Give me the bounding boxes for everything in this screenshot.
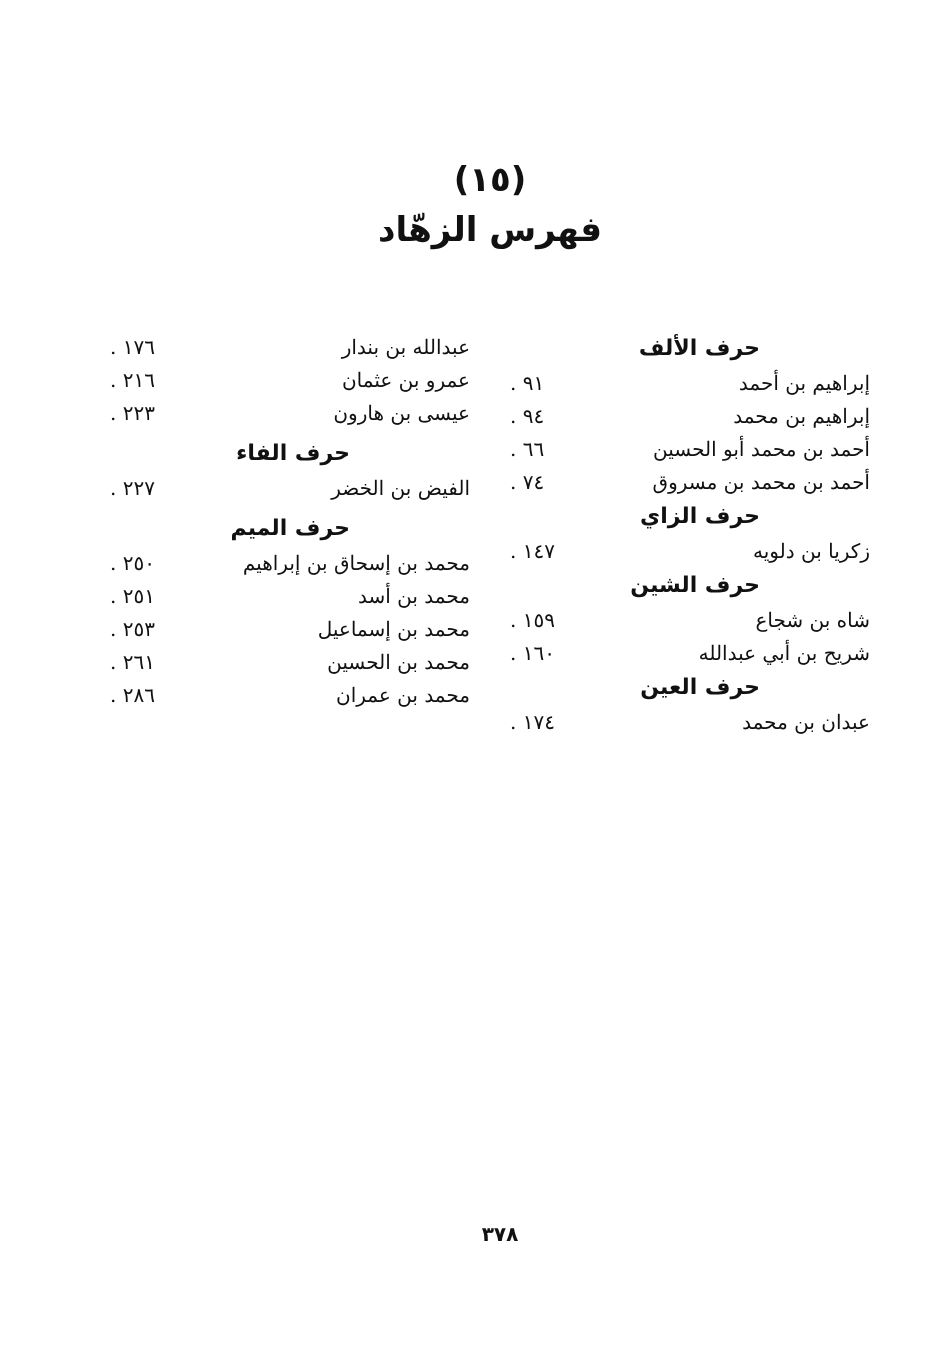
entry-name: محمد بن إسماعيل [317, 616, 470, 641]
entry-page: ١٧٤ . [510, 709, 555, 734]
entry-page: ٢٢٣ . [110, 400, 155, 425]
entry-page: ٢٢٧ . [110, 475, 155, 500]
entry-page: ٢٥٣ . [110, 616, 155, 641]
entry-name: محمد بن أسد [357, 583, 470, 608]
list-item [510, 636, 870, 669]
letter-heading-shin: حرف الشين [630, 572, 760, 598]
entry-name: إبراهيم بن أحمد [738, 370, 870, 395]
list-item [110, 471, 470, 504]
list-item [110, 645, 470, 678]
page-number: ٣٧٨ [481, 1222, 519, 1246]
entry-name: إبراهيم بن محمد [733, 403, 870, 428]
letter-heading-fa: حرف الفاء [236, 440, 350, 466]
entry-name: زكريا بن دلويه [752, 538, 870, 563]
entry-page: ٢٦١ . [110, 649, 155, 674]
list-item [110, 678, 470, 711]
entry-name: عبدان بن محمد [742, 709, 870, 734]
entry-page: ٧٤ . [510, 469, 545, 494]
list-item [510, 399, 870, 432]
entry-name: محمد بن عمران [336, 682, 470, 707]
entry-name: أحمد بن محمد أبو الحسين [652, 436, 870, 461]
index-column-right [510, 330, 870, 738]
page-title: فهرس الزهّاد [378, 210, 602, 250]
entry-name: شاه بن شجاع [755, 607, 870, 632]
entry-page: ٢١٦ . [110, 367, 155, 392]
entry-name: محمد بن إسحاق بن إبراهيم [242, 550, 470, 575]
entry-name: عمرو بن عثمان [341, 367, 470, 392]
letter-heading-alif: حرف الألف [638, 335, 760, 361]
entry-page: ٢٥٠ . [110, 550, 155, 575]
list-item [510, 432, 870, 465]
entry-page: ١٤٧ . [510, 538, 555, 563]
entry-page: ٢٥١ . [110, 583, 155, 608]
list-item [110, 396, 470, 429]
letter-heading-mim: حرف الميم [230, 515, 350, 541]
entry-page: ١٧٦ . [110, 334, 155, 359]
list-item [110, 330, 470, 363]
list-item [110, 579, 470, 612]
entry-name: الفيض بن الخضر [331, 475, 470, 500]
list-item [110, 612, 470, 645]
list-item [510, 603, 870, 636]
entry-page: ٦٦ . [510, 436, 545, 461]
section-number: (١٥) [453, 160, 527, 200]
entry-page: ١٥٩ . [510, 607, 555, 632]
list-item [110, 363, 470, 396]
entry-page: ٩٤ . [510, 403, 545, 428]
list-item [510, 366, 870, 399]
entry-page: ٩١ . [510, 370, 545, 395]
entry-name: أحمد بن محمد بن مسروق [652, 469, 870, 494]
entry-name: عبدالله بن بندار [341, 334, 470, 359]
entry-page: ١٦٠ . [510, 640, 555, 665]
list-item [110, 546, 470, 579]
entry-name: عيسى بن هارون [333, 400, 470, 425]
letter-heading-ayn: حرف العين [640, 674, 760, 700]
entry-page: ٢٨٦ . [110, 682, 155, 707]
entry-name: شريح بن أبي عبدالله [698, 640, 870, 665]
entry-name: محمد بن الحسين [327, 649, 470, 674]
list-item [510, 534, 870, 567]
letter-heading-zay: حرف الزاي [640, 503, 760, 529]
list-item [510, 705, 870, 738]
list-item [510, 465, 870, 498]
index-column-left [110, 330, 470, 711]
